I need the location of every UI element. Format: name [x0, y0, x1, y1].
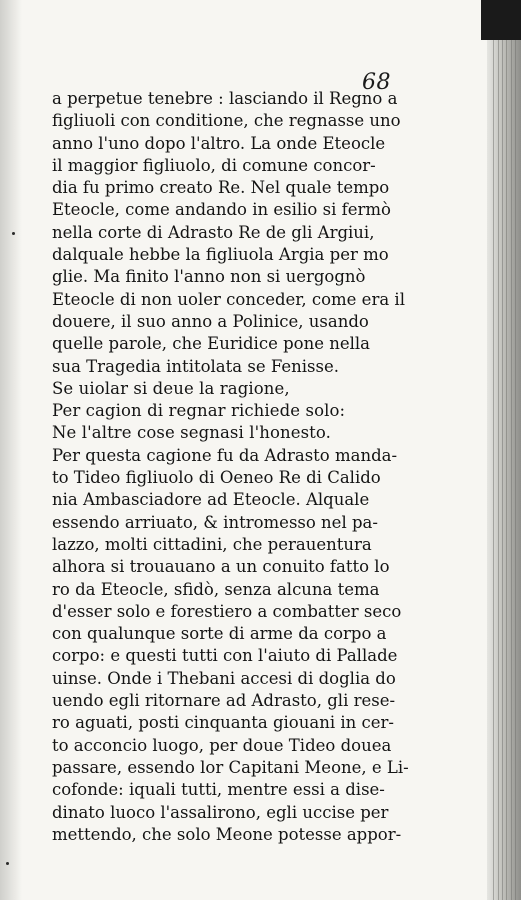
verse-line: Per cagion di regnar richiede solo: — [52, 401, 346, 421]
text-line: nia Ambasciadore ad Eteocle. Alquale — [52, 490, 370, 510]
text-line: corpo: e questi tutti con l'aiuto di Pallade — [52, 646, 398, 666]
binding-shadow — [0, 0, 22, 900]
text-line: Eteocle, come andando in esilio si fermò — [52, 200, 391, 220]
text-line: il maggior figliuolo, di comune concor- — [52, 155, 376, 175]
body-text — [52, 88, 432, 846]
text-line: nella corte di Adrasto Re de gli Argiui, — [52, 222, 375, 242]
text-line: uendo egli ritornare ad Adrasto, gli rese- — [52, 691, 396, 711]
text-line: alhora si trouauano a un conuito fatto lo — [52, 557, 390, 577]
text-line: to Tideo figliuolo di Oeneo Re di Calido — [52, 468, 381, 488]
text-line: a perpetue tenebre : lasciando il Regno a — [52, 89, 398, 108]
text-line: cofonde: iquali tutti, mentre essi a dise- — [52, 780, 385, 800]
text-line: d'esser solo e forestiero a combatter seco — [52, 601, 402, 621]
text-line: ro da Eteocle, sfidò, senza alcuna tema — [52, 579, 380, 599]
ink-speck — [6, 862, 9, 865]
text-line: douere, il suo anno a Polinice, usando — [52, 311, 369, 331]
text-line: sua Tragedia intitolata se Fenisse. — [52, 356, 339, 376]
text-line: con qualunque sorte di arme da corpo a — [52, 624, 387, 644]
page-edges — [487, 0, 521, 900]
text-line: uinse. Onde i Thebani accesi di doglia do — [52, 668, 396, 688]
text-line: passare, essendo lor Capitani Meone, e Li- — [52, 757, 409, 777]
verse-line: Se uiolar si deue la ragione, — [52, 378, 290, 398]
text-line: lazzo, molti cittadini, che perauentura — [52, 534, 372, 554]
text-line: Per questa cagione fu da Adrasto manda- — [52, 445, 398, 465]
text-line: mettendo, che solo Meone potesse appor- — [52, 824, 402, 844]
page-number: 68 — [362, 70, 391, 95]
text-line: essendo arriuato, & intromesso nel pa- — [52, 512, 378, 532]
text-line: dinato luoco l'assalirono, egli uccise per — [52, 802, 389, 822]
text-line: dia fu primo creato Re. Nel quale tempo — [52, 178, 390, 198]
text-line: anno l'uno dopo l'altro. La onde Eteocle — [52, 133, 386, 153]
dark-corner — [481, 0, 521, 40]
verse-line: Ne l'altre cose segnasi l'honesto. — [52, 423, 331, 443]
text-line: glie. Ma finito l'anno non si uergognò — [52, 267, 366, 287]
ink-speck — [12, 232, 15, 235]
text-line: to acconcio luogo, per doue Tideo douea — [52, 735, 392, 755]
text-line: quelle parole, che Euridice pone nella — [52, 334, 370, 354]
text-line: dalquale hebbe la figliuola Argia per mo — [52, 245, 389, 265]
text-line: ro aguati, posti cinquanta giouani in cer- — [52, 713, 394, 733]
text-line: figliuoli con conditione, che regnasse uno — [52, 111, 401, 131]
text-line: Eteocle di non uoler conceder, come era il — [52, 289, 405, 309]
